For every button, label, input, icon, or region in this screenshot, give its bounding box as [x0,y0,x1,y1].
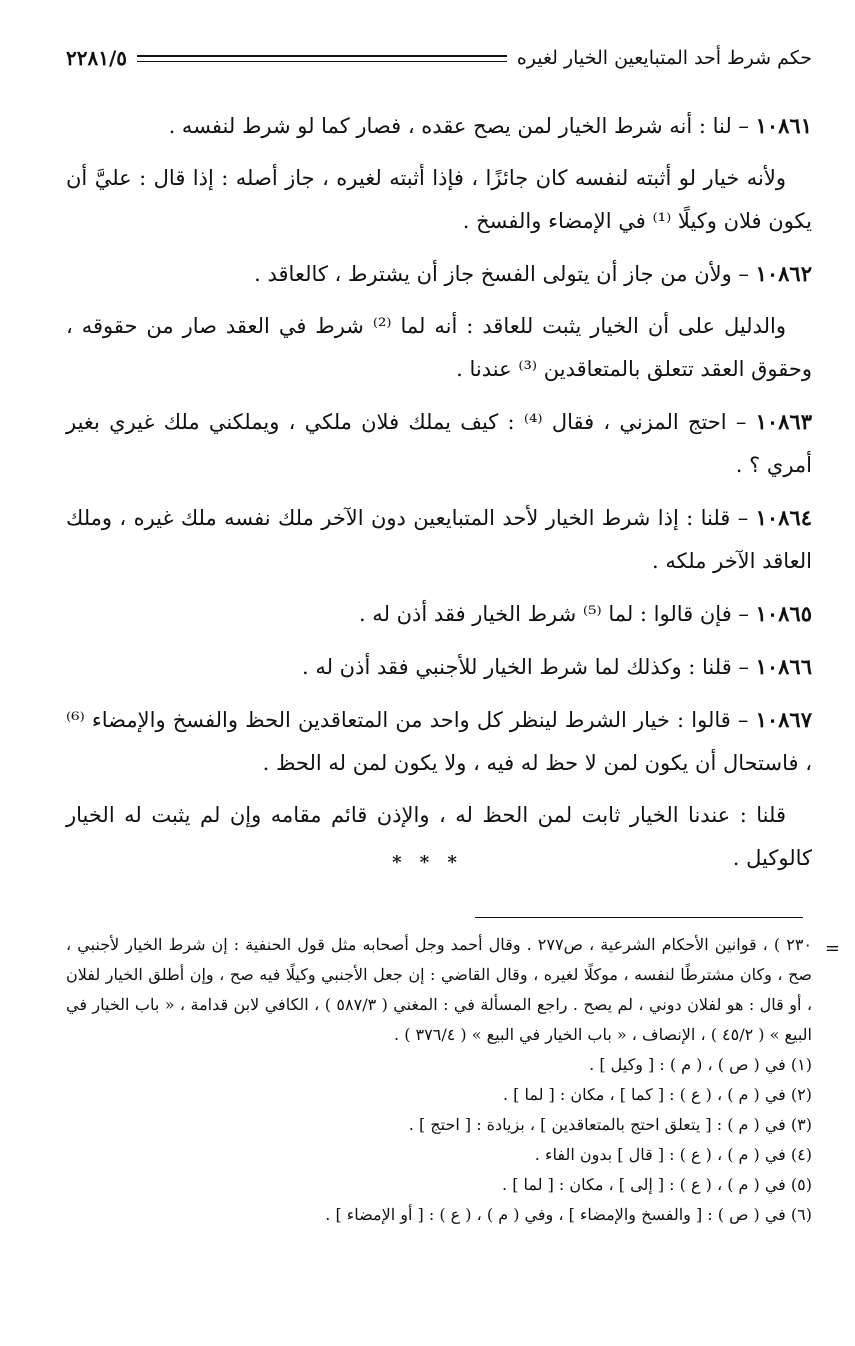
paragraph-number: ١٠٨٦١ [755,113,812,138]
footnote: (٦) في ( ص ) : [ والفسخ والإمضاء ] ، وفي ( م ) ، ( ع ) : [ أو الإمضاء ] . [325,1205,812,1224]
footnote: (٢) في ( م ) ، ( ع ) : [ كما ] ، مكان : [ لما ] . [502,1085,812,1104]
paragraph [66,592,812,636]
footnote: (٥) في ( م ) ، ( ع ) : [ إلى ] ، مكان : [ لما ] . [502,1175,812,1194]
paragraph-text: – ولأن من جاز أن يتولى الفسخ جاز أن يشترط ، كالعاقد . [254,262,756,286]
paragraph [66,104,812,148]
paragraph-number: ١٠٨٦٧ [755,707,812,732]
paragraph [66,157,812,243]
continuation-marker: = [824,938,840,959]
paragraph [66,496,812,583]
header-rule [137,55,507,62]
footnotes [66,930,840,1230]
paragraph-text: – قلنا : وكذلك لما شرط الخيار للأجنبي فقد أذن له . [302,655,756,679]
footnote: (١) في ( ص ) ، ( م ) : [ وكيل ] . [589,1055,812,1074]
paragraph-text: – قالوا : خيار الشرط لينظر كل واحد من المتعاقدين الحظ والفسخ والإمضاء ⁽⁶⁾ ، فاستحال أن يكون لمن لا حظ له فيه ، ولا يكون لمن له الحظ . [66,708,812,775]
footnote-continuation: ٢٣٠ ) ، قوانين الأحكام الشرعية ، ص٢٧٧ . وقال أحمد وجل أصحابه مثل قول الحنفية : إن شرط الخيار لأجنبي ، صح ، وكان مشترطًا لنفسه ، موكلًا لغيره ، وقال القاضي : إن جعل الأجنبي وكيلًا فيه صح ، وإن أطلق الخيار لفلان ، أو قال : هو لفلان دوني ، لم يصح . راجع المسألة في : المغني ( ٥٨٧/٣ ) ، الكافي لابن قدامة ، « باب الخيار في البيع » ( ٤٥/٢ ) ، الإنصاف ، « باب الخيار في البيع » ( ٣٧٦/٤ ) . [66,935,812,1044]
footnote: (٤) في ( م ) ، ( ع ) : [ قال ] بدون الفاء . [534,1145,812,1164]
paragraph-number: ١٠٨٦٤ [755,505,812,530]
paragraph-text: والدليل على أن الخيار يثبت للعاقد : أنه لما ⁽²⁾ شرط في العقد صار من حقوقه ، وحقوق العقد تتعلق بالمتعاقدين ⁽³⁾ عندنا . [66,314,812,381]
paragraph-text: – فإن قالوا : لما ⁽⁵⁾ شرط الخيار فقد أذن له . [358,602,756,626]
paragraph-number: ١٠٨٦٣ [755,409,812,434]
section-separator: * * * [392,852,463,873]
paragraph-number: ١٠٨٦٦ [755,654,812,679]
paragraph-text: قلنا : عندنا الخيار ثابت لمن الحظ له ، والإذن قائم مقامه وإن لم يثبت له الخيار كالوكيل . [66,803,812,870]
paragraph-text: ولأنه خيار لو أثبته لنفسه كان جائزًا ، فإذا أثبته لغيره ، جاز أصله : إذا قال : عليَّ أن يكون فلان وكيلًا ⁽¹⁾ في الإمضاء والفسخ . [66,166,812,233]
paragraph-number: ١٠٨٦٥ [755,601,812,626]
paragraph [66,252,812,296]
page-number: ٢٢٨١/٥ [66,46,128,70]
main-text [66,104,812,889]
paragraph [66,645,812,689]
paragraph-text: – قلنا : إذا شرط الخيار لأحد المتبايعين دون الآخر ملك نفسه ملك غيره ، وملك العاقد الآخر ملكه . [66,506,812,573]
footnote: (٣) في ( م ) : [ يتعلق احتج بالمتعاقدين ] ، بزيادة : [ احتج ] . [408,1115,812,1134]
paragraph [66,400,812,487]
chapter-title: حكم شرط أحد المتبايعين الخيار لغيره [516,47,812,69]
paragraph-number: ١٠٨٦٢ [755,261,812,286]
footnote-rule [475,917,803,918]
paragraph-text: – احتج المزني ، فقال ⁽⁴⁾ : كيف يملك فلان ملكي ، ويملكني ملك غيري بغير أمري ؟ . [66,410,812,477]
paragraph [66,698,812,785]
running-header [66,40,812,76]
paragraph-text: – لنا : أنه شرط الخيار لمن يصح عقده ، فصار كما لو شرط لنفسه . [168,114,756,138]
paragraph [66,305,812,391]
